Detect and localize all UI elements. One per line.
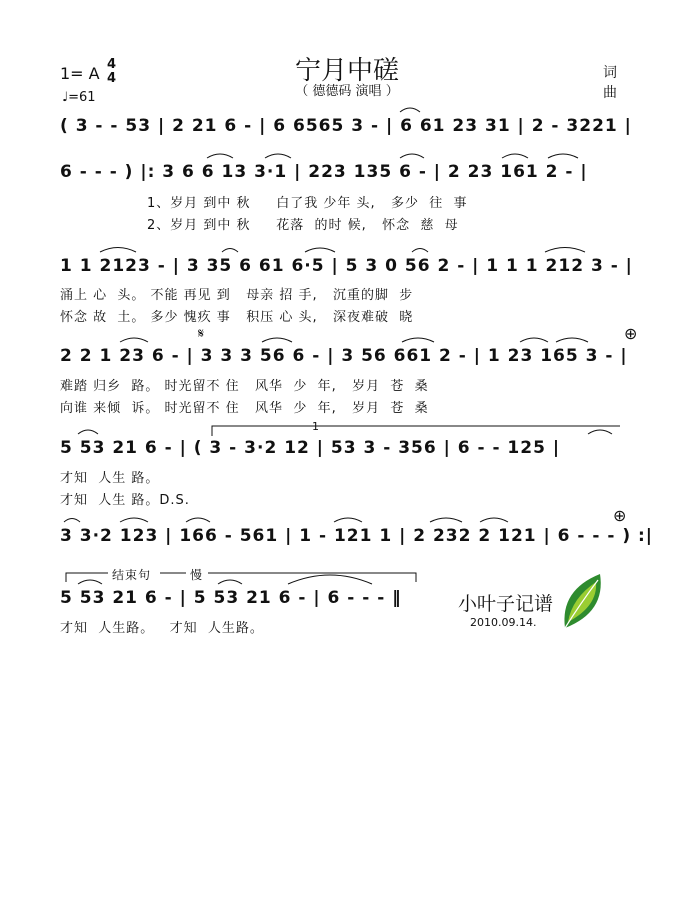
lyric-line-2-verse-2: 2、岁月 到中 秋 花落 的时 候, 怀念 慈 母	[147, 218, 459, 233]
notation-line-4: 2 2 1 23 6 - | 3 3 3 56 6 - | 3 56 661 2 - | 1 23 165 3 - |	[60, 346, 628, 366]
lyricist-label: 词	[603, 65, 617, 81]
slur	[218, 580, 242, 584]
lyric-line-5-verse-1: 才知 人生 路。	[60, 471, 160, 486]
notation-line-7: 5 53 21 6 - | 5 53 21 6 - | 6 - - - ‖	[60, 588, 402, 608]
slur	[545, 248, 585, 253]
slur	[588, 430, 612, 434]
notation-line-2: 6 - - - ) |: 3 6 6 13 3·1 | 223 135 6 - | 2 23 161 2 - |	[60, 162, 588, 182]
time-signature-top: 4	[107, 57, 117, 72]
transcriber-signature: 小叶子记谱	[458, 593, 554, 615]
slur	[556, 338, 588, 342]
lyric-line-4-verse-1: 难踏 归乡 路。 时光留不 住 风华 少 年, 岁月 苍 桑	[60, 379, 429, 394]
slur	[78, 580, 102, 584]
slur	[222, 249, 238, 253]
slur	[502, 154, 528, 158]
volta-number: 1	[312, 420, 319, 433]
slur	[120, 338, 148, 342]
slur	[400, 154, 424, 158]
notation-line-3: 1 1 2123 - | 3 35 6 61 6·5 | 5 3 0 56 2 - | 1 1 1 212 3 - |	[60, 256, 633, 276]
slur	[207, 154, 233, 158]
leaf-logo-icon	[564, 574, 600, 628]
slur	[186, 518, 210, 522]
notation-line-5: 5 53 21 6 - | ( 3 - 3·2 12 | 53 3 - 356 | 6 - - 125 |	[60, 438, 561, 458]
slur	[430, 518, 462, 522]
ending-label: 结束句	[112, 568, 152, 582]
tempo-marking: ♩=61	[62, 90, 96, 105]
time-signature-bottom: 4	[107, 71, 117, 86]
composer-label: 曲	[603, 85, 617, 101]
slur	[120, 518, 148, 522]
lyric-line-7: 才知 人生路。 才知 人生路。	[60, 621, 264, 636]
slur	[78, 430, 98, 434]
lyric-line-5-verse-2: 才知 人生 路。D.S.	[60, 493, 190, 508]
slow-tempo-label: 慢	[190, 568, 204, 582]
slur	[412, 249, 428, 253]
slur	[480, 518, 508, 522]
slur	[402, 338, 434, 342]
lyric-line-4-verse-2: 向谁 来倾 诉。 时光留不 住 风华 少 年, 岁月 苍 桑	[60, 401, 429, 416]
lyric-line-3-verse-1: 涌上 心 头。 不能 再见 到 母亲 招 手, 沉重的脚 步	[60, 288, 414, 303]
slur	[334, 518, 362, 522]
slur	[520, 338, 548, 342]
slur	[400, 108, 420, 112]
coda-sign-2: ⊕	[613, 506, 627, 525]
lyric-line-3-verse-2: 怀念 故 土。 多少 愧疚 事 积压 心 头, 深夜难破 晓	[60, 310, 414, 325]
slur	[548, 154, 578, 158]
transcription-date: 2010.09.14.	[470, 616, 537, 629]
slur	[305, 248, 335, 252]
song-title: 宁月中磋	[294, 56, 399, 86]
coda-sign: ⊕	[624, 324, 638, 343]
singer-credit: （ 德德码 演唱 ）	[295, 84, 399, 99]
slur	[288, 575, 372, 584]
slur	[64, 519, 80, 523]
notation-line-1: ( 3 - - 53 | 2 21 6 - | 6 6565 3 - | 6 61 23 31 | 2 - 3221 |	[60, 116, 632, 136]
slur	[262, 338, 292, 342]
key-signature: 1= A	[60, 64, 100, 83]
lyric-line-2-verse-1: 1、岁月 到中 秋 白了我 少年 头, 多少 往 事	[147, 196, 468, 211]
notation-line-6: 3 3·2 123 | 166 - 561 | 1 - 121 1 | 2 232 2 121 | 6 - - - ) :|	[60, 526, 654, 546]
slur	[265, 154, 291, 158]
volta-bracket	[212, 426, 620, 436]
slur	[100, 248, 136, 253]
segno-sign: 𝄋	[198, 326, 205, 342]
